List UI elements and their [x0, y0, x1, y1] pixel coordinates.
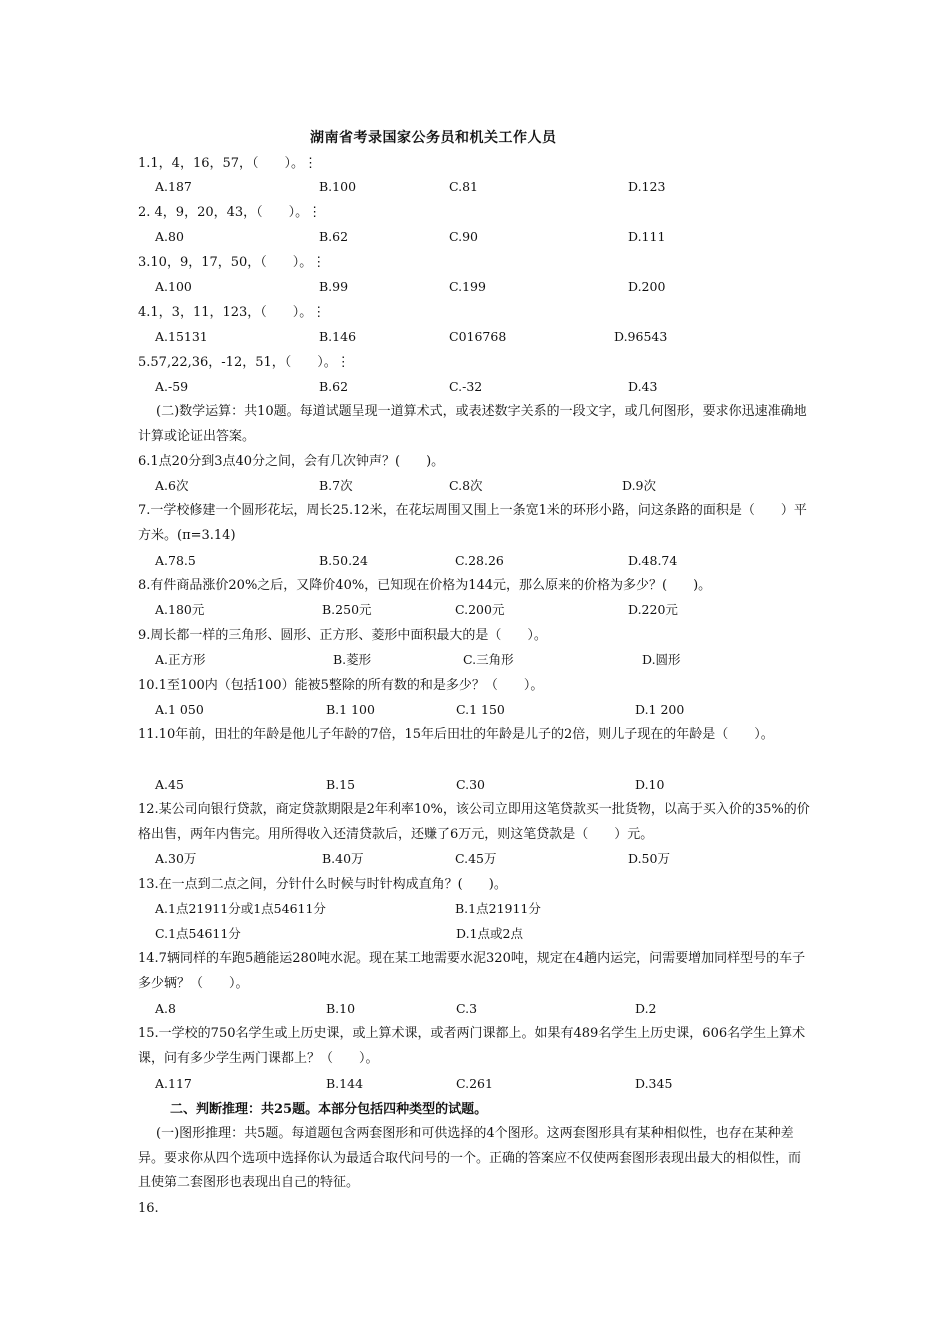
question-10-option-c: C.1 150 — [456, 702, 505, 717]
question-9-option-a: A.正方形 — [155, 652, 206, 667]
question-14-option-a: A.8 — [155, 1001, 176, 1016]
question-2-option-a: A.80 — [155, 229, 184, 244]
question-5-option-d: D.43 — [628, 379, 658, 394]
question-3-option-d: D.200 — [628, 279, 666, 294]
question-10-option-a: A.1 050 — [155, 702, 204, 717]
question-4-option-c: C016768 — [449, 329, 507, 344]
question-14-option-c: C.3 — [456, 1001, 478, 1016]
question-12-stem: 12.某公司向银行贷款，商定贷款期限是2年利率10%，该公司立即用这笔贷款买一批货物，以高于买入价的35%的价格出售，两年内售完。用所得收入还清贷款后，还赚了6万元，则这笔贷款是（ ）元。 — [138, 802, 810, 842]
question-15-option-d: D.345 — [635, 1076, 673, 1091]
question-7-option-c: C.28.26 — [455, 553, 504, 568]
question-8-option-b: B.250元 — [322, 602, 372, 617]
question-9-option-c: C.三角形 — [463, 652, 514, 667]
question-15-option-c: C.261 — [456, 1076, 493, 1091]
question-8-option-d: D.220元 — [628, 602, 678, 617]
question-2-stem: 2. 4，9，20，43，（ ）。⋮ — [138, 205, 322, 220]
question-1-option-b: B.100 — [319, 179, 357, 194]
question-8-stem: 8.有件商品涨价20%之后，又降价40%，已知现在价格为144元，那么原来的价格为多少？( )。 — [138, 578, 712, 593]
question-15-option-a: A.117 — [155, 1076, 192, 1091]
question-5-stem: 5.57,22,36，-12，51，（ ）。⋮ — [138, 355, 350, 370]
question-12-option-c: C.45万 — [455, 851, 497, 866]
question-14-option-d: D.2 — [635, 1001, 657, 1016]
question-12-option-a: A.30万 — [155, 851, 197, 866]
question-1-option-d: D.123 — [628, 179, 666, 194]
question-4-stem: 4.1，3，11，123，（ ）。⋮ — [138, 305, 326, 320]
question-6-option-b: B.7次 — [319, 478, 353, 493]
question-15-stem: 15.一学校的750名学生或上历史课，或上算术课，或者两门课都上。如果有489名学生上历史课，606名学生上算术课，问有多少学生两门课都上？（ ）。 — [138, 1026, 806, 1066]
question-6-option-c: C.8次 — [449, 478, 483, 493]
question-7-stem: 7.一学校修建一个圆形花坛，周长25.12米，在花坛周围又围上一条宽1米的环形小路，问这条路的面积是（ ）平方米。(π=3.14) — [138, 503, 807, 543]
question-9-option-b: B.菱形 — [333, 652, 372, 667]
question-7-option-d: D.48.74 — [628, 553, 678, 568]
question-3-stem: 3.10，9，17，50，（ ）。⋮ — [138, 255, 326, 270]
question-11-option-a: A.45 — [155, 777, 184, 792]
question-6-option-a: A.6次 — [155, 478, 189, 493]
question-13-option-a: A.1点21911分或1点54611分 — [155, 901, 326, 916]
question-16-stem: 16. — [138, 1201, 159, 1216]
section-math-intro: (二)数学运算：共10题。每道试题呈现一道算术式，或表述数字关系的一段文字，或几何图形，要求你迅速准确地计算或论证出答案。 — [138, 404, 807, 444]
page-title: 湖南省考录国家公务员和机关工作人员 — [310, 130, 557, 146]
question-5-option-a: A.-59 — [155, 379, 189, 394]
question-2-option-b: B.62 — [319, 229, 349, 244]
question-13-option-d: D.1点或2点 — [456, 926, 523, 941]
question-13-option-c: C.1点54611分 — [155, 926, 241, 941]
question-14-option-b: B.10 — [326, 1001, 356, 1016]
part-2-heading: 二、判断推理：共25题。本部分包括四种类型的试题。 — [170, 1102, 488, 1117]
question-6-stem: 6.1点20分到3点40分之间，会有几次钟声？( )。 — [138, 454, 445, 469]
question-3-option-c: C.199 — [449, 279, 486, 294]
question-13-option-b: B.1点21911分 — [455, 901, 541, 916]
question-2-option-d: D.111 — [628, 229, 666, 244]
question-3-option-b: B.99 — [319, 279, 349, 294]
question-9-stem: 9.周长都一样的三角形、圆形、正方形、菱形中面积最大的是（ ）。 — [138, 628, 547, 643]
question-11-option-c: C.30 — [456, 777, 485, 792]
question-8-option-c: C.200元 — [455, 602, 505, 617]
question-2-option-c: C.90 — [449, 229, 478, 244]
question-12-option-b: B.40万 — [322, 851, 364, 866]
question-11-option-d: D.10 — [635, 777, 665, 792]
question-11-option-b: B.15 — [326, 777, 356, 792]
section-figure-intro: (一)图形推理：共5题。每道题包含两套图形和可供选择的4个图形。这两套图形具有某种相似性，也存在某种差异。要求你从四个选项中选择你认为最适合取代问号的一个。正确的答案应不仅使两套图形表现出最大的相似性，而且使第二套图形也表现出自己的特征。 — [138, 1126, 802, 1190]
question-4-option-a: A.15131 — [155, 329, 208, 344]
question-14-stem: 14.7辆同样的车跑5趟能运280吨水泥。现在某工地需要水泥320吨，规定在4趟内运完，问需要增加同样型号的车子多少辆？（ ）。 — [138, 951, 806, 991]
question-7-option-a: A.78.5 — [155, 553, 196, 568]
question-10-stem: 10.1至100内（包括100）能被5整除的所有数的和是多少？（ ）。 — [138, 678, 544, 693]
question-12-option-d: D.50万 — [628, 851, 670, 866]
question-10-option-d: D.1 200 — [635, 702, 685, 717]
question-11-stem: 11.10年前，田壮的年龄是他儿子年龄的7倍，15年后田壮的年龄是儿子的2倍，则儿子现在的年龄是（ ）。 — [138, 727, 774, 742]
question-7-option-b: B.50.24 — [319, 553, 368, 568]
question-6-option-d: D.9次 — [622, 478, 657, 493]
question-9-option-d: D.圆形 — [642, 652, 681, 667]
question-13-stem: 13.在一点到二点之间，分针什么时候与时针构成直角？( )。 — [138, 877, 507, 892]
question-1-option-a: A.187 — [155, 179, 192, 194]
question-3-option-a: A.100 — [155, 279, 192, 294]
question-1-option-c: C.81 — [449, 179, 478, 194]
question-4-option-b: B.146 — [319, 329, 357, 344]
question-5-option-b: B.62 — [319, 379, 349, 394]
question-4-option-d: D.96543 — [614, 329, 668, 344]
question-10-option-b: B.1 100 — [326, 702, 375, 717]
question-8-option-a: A.180元 — [155, 602, 205, 617]
question-5-option-c: C.-32 — [449, 379, 483, 394]
question-1-stem: 1.1，4，16，57，（ ）。⋮ — [138, 156, 318, 171]
question-15-option-b: B.144 — [326, 1076, 364, 1091]
